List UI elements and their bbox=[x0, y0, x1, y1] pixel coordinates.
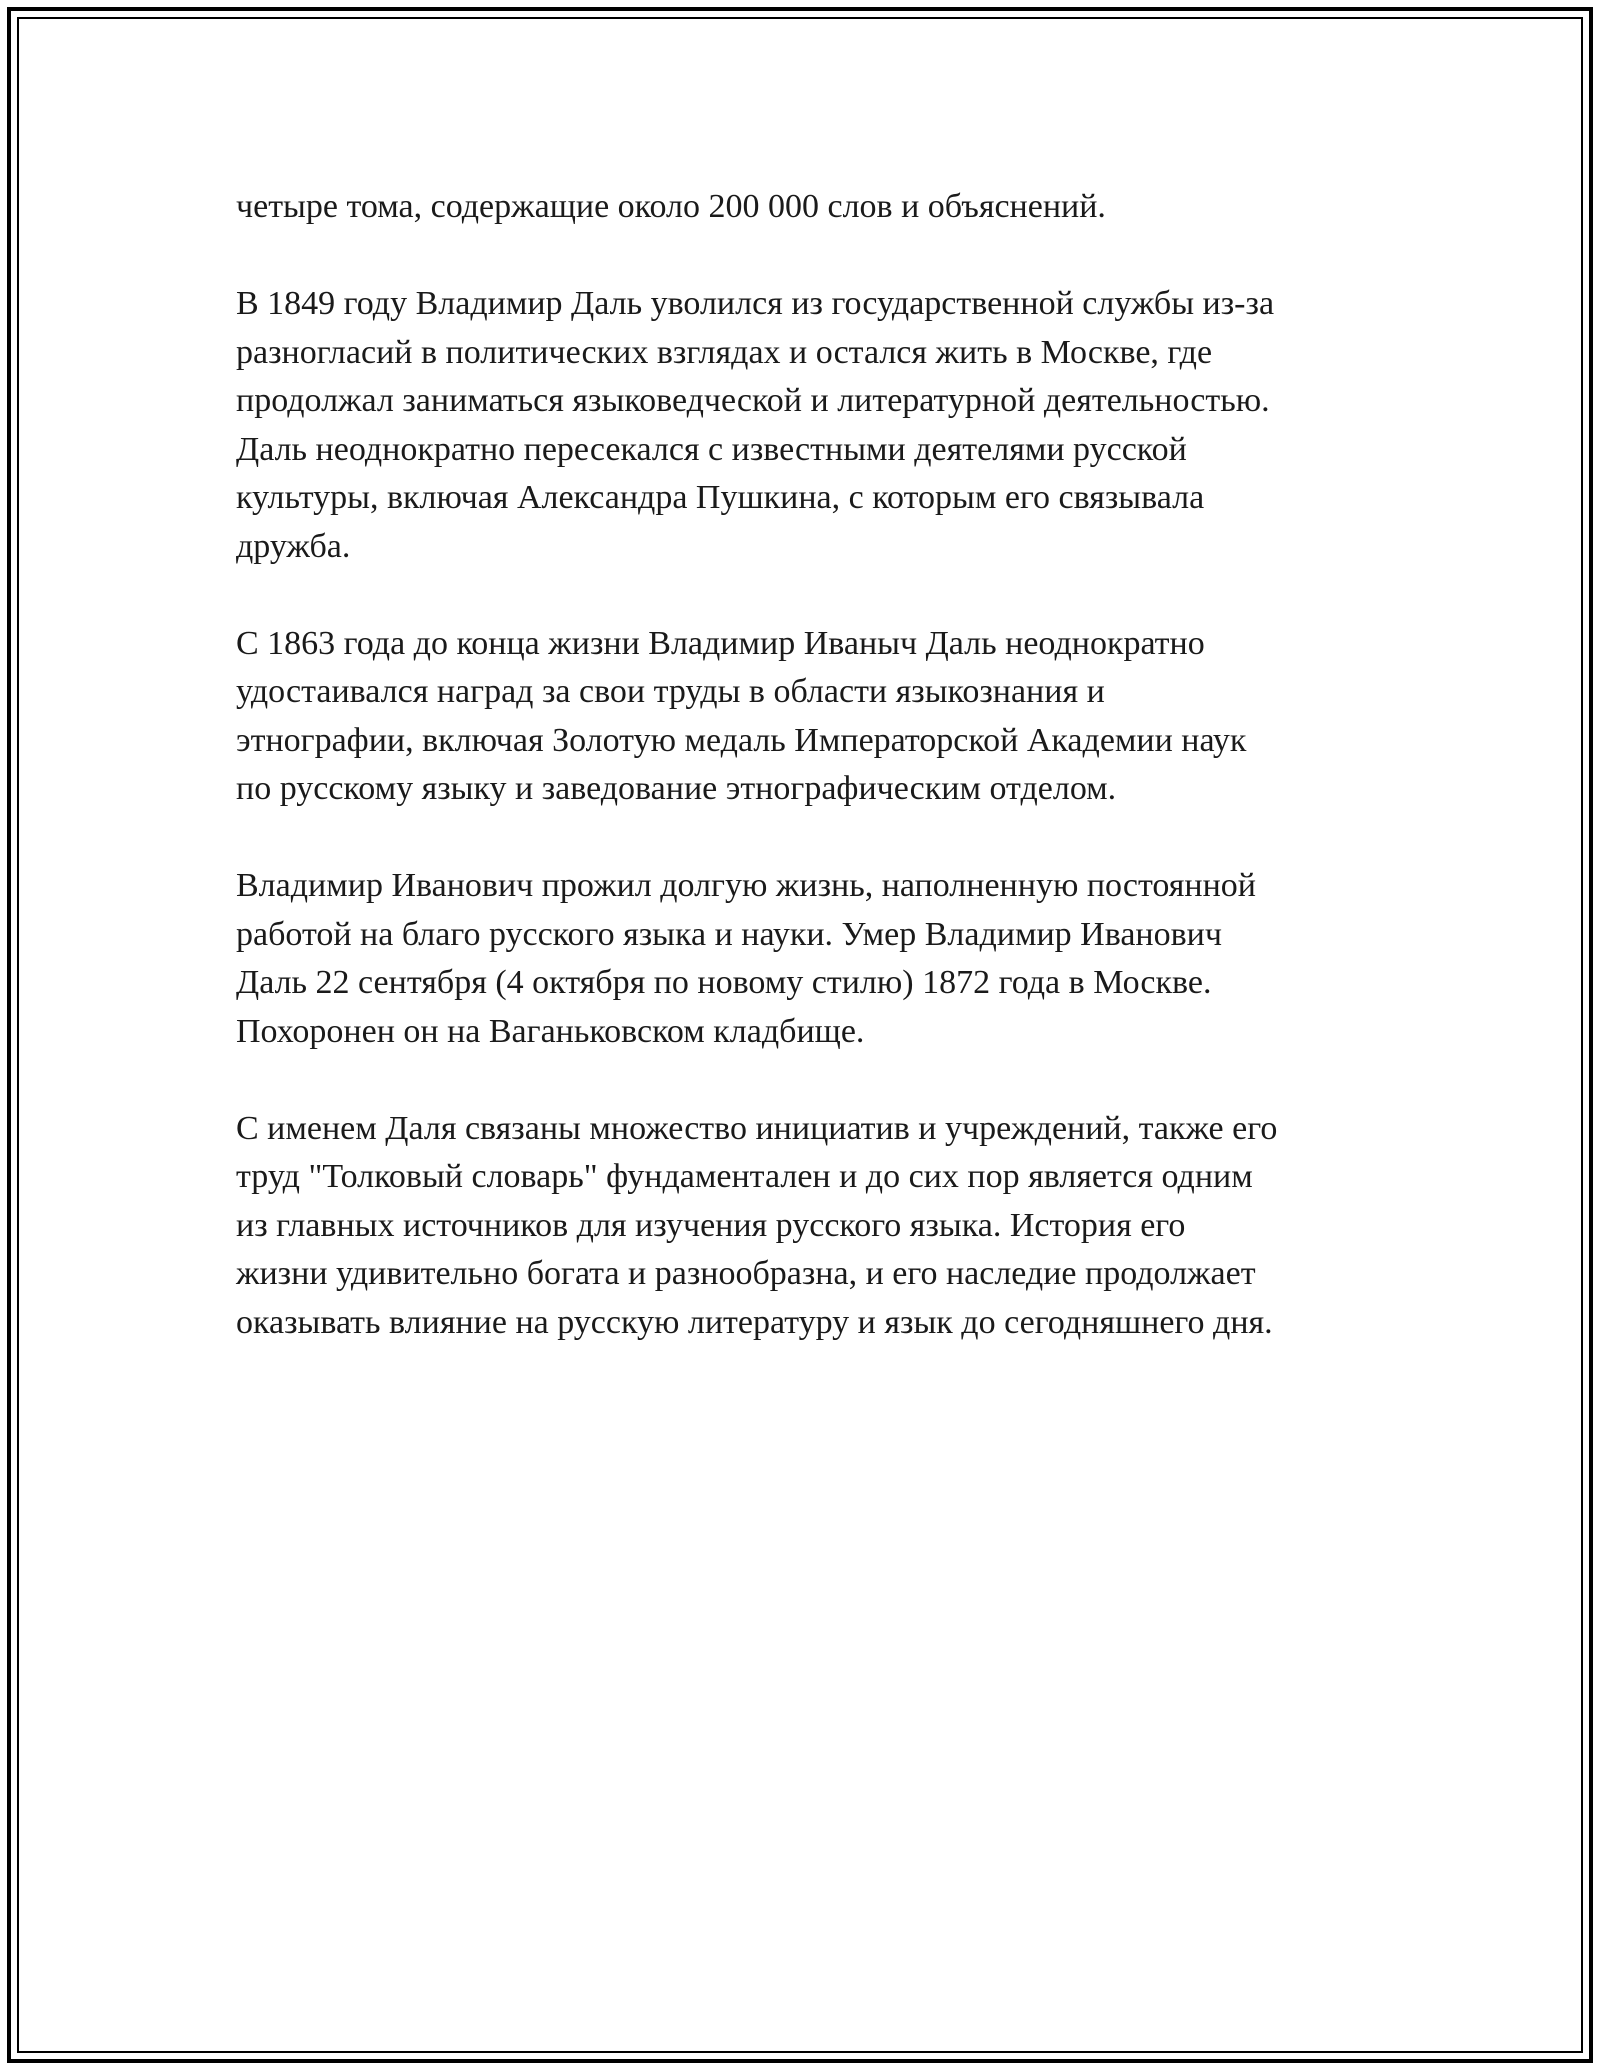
paragraph-4: Владимир Иванович прожил долгую жизнь, наполненную постоянной работой на благо русского языка и науки. Умер Владимир Иванович Даль 22 сентября (4 октября по новому стилю) 1872 года в Москве. Похоронен он на Ваганьковском кладбище. bbox=[236, 867, 1256, 1050]
paragraph-1: четыре тома, содержащие около 200 000 слов и объяснений. bbox=[236, 188, 1106, 225]
paragraph-3: С 1863 года до конца жизни Владимир Иваныч Даль неоднократно удостаивался наград за свои труды в области языкознания и этнографии, включая Золотую медаль Императорской Академии наук по русскому языку и заведование этнографическим отделом. bbox=[236, 624, 1247, 807]
paragraph-2: В 1849 году Владимир Даль уволился из государственной службы из-за разногласий в политических взглядах и остался жить в Москве, где продолжал заниматься языковедческой и литературной деятельностью. Даль неоднократно пересекался с известными деятелями русской культуры, включая Александра Пушкина, с которым его связывала дружба. bbox=[236, 285, 1275, 565]
document-body bbox=[236, 183, 1416, 1396]
paragraph-5: С именем Даля связаны множество инициатив и учреждений, также его труд "Толковый словарь" фундаментален и до сих пор является одним из главных источников для изучения русского языка. История его жизни удивительно богата и разнообразна, и его наследие продолжает оказывать влияние на русскую литературу и язык до сегодняшнего дня. bbox=[236, 1109, 1278, 1341]
